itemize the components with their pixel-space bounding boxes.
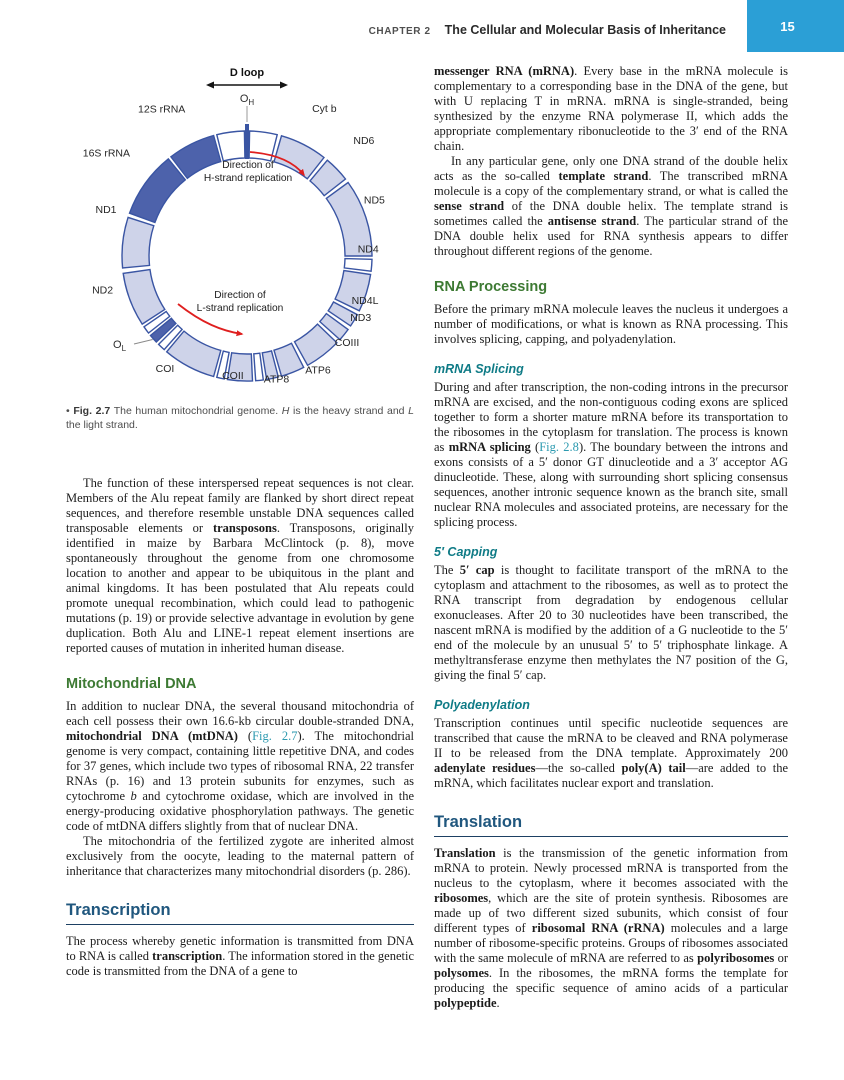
text-run: template strand: [558, 169, 649, 183]
gene-label-rrna12s: 12S rRNA: [138, 103, 186, 116]
d-loop-label: D loop: [229, 67, 265, 79]
paragraph-template-strand: In any particular gene, only one DNA strand of the double helix acts as the so-called template strand. The transcribed mRNA molecule is a copy of the complementary strand, or what is called the sense strand of the DNA double helix. The template strand is sometimes called the antisense strand. The particular strand of the DNA double helix used for RNA synthesis appears to differ throughout different regions of the genome.: [434, 154, 789, 258]
genome-segment-gap-trna1: [344, 259, 372, 272]
section-heading-rna-processing: RNA Processing: [434, 279, 548, 295]
mitochondrial-genome-diagram: [66, 64, 414, 396]
text-run: mitochondrial DNA (mtDNA): [66, 729, 238, 743]
text-run: polypeptide: [434, 996, 497, 1010]
text-run: transcription: [152, 949, 223, 963]
paragraph-mrna: messenger RNA (mRNA). Every base in the mRNA molecule is complementary to a corresponding base in the DNA of the gene, but with U replacing T in mRNA. mRNA is single-stranded, being synthesized by the enzyme RNA polymerase II, which adds the appropriate complementary ribonucleotide to the 3′ end of the RNA chain.: [434, 64, 788, 153]
running-head: [369, 21, 726, 39]
origin-l-label: $O_L$: [113, 339, 127, 353]
chapter-label: CHAPTER 2: [368, 26, 431, 37]
gene-label-nd4l: ND4L: [351, 295, 379, 308]
paragraph-5-capping: The 5′ cap is thought to facilitate transport of the mRNA to the cytoplasm and attachment to the ribosomes, as well as to protect the RNA transcript from degradation by endogenous cellular exonucleases. After 20 to 30 nucleotides have been transcribed, the nascent mRNA is modified by the addition of a G nucleotide to the 5′ end of the molecule by an unusual 5′ to 5′ triphosphate linkage. A methyltransferase enzyme then methylates the N7 position of the G, giving the final 5′ cap.: [434, 563, 789, 682]
paragraph-rna-processing: Before the primary mRNA molecule leaves the nucleus it undergoes a number of modifications, or what is known as RNA processing. This involves splicing, capping, and polyadenylation.: [434, 302, 788, 346]
chapter-title: The Cellular and Molecular Basis of Inheritance: [444, 23, 726, 37]
gene-label-coiii: COIII: [334, 336, 360, 349]
h-strand-direction-text-0: Direction of: [222, 160, 274, 171]
gene-label-nd2: ND2: [92, 284, 114, 297]
text-run: mRNA splicing: [448, 440, 531, 454]
paragraph-mrna-splicing: During and after transcription, the non-coding introns in the precursor mRNA are excised, and the non-contiguous coding exons are spliced together to form a shorter mature mRNA before its transportation to the ribosomes in the cytoplasm for translation. The process is known as mRNA splicing (Fig. 2.8). The boundary between the introns and exons consists of a 5′ donor GT dinucleotide and a 3′ acceptor AG dinucleotide. These, along with surrounding short splicing consensus sequences, another intronic sequence known as the branch site, small nuclear RNA molecules and associated proteins, are necessary for the splicing process.: [434, 380, 788, 529]
text-run: H: [281, 405, 290, 417]
text-run: 5′ cap: [459, 563, 495, 577]
figure-2-7: [66, 64, 414, 432]
section-heading-translation: Translation: [434, 813, 788, 837]
paragraph-translation: Translation is the transmission of the genetic information from mRNA to protein. Newly processed mRNA is transported from the nucleus to the cytoplasm, where it becomes associated with the ribosomes, which are the site of protein synthesis. Ribosomes are made up of two different sized subunits, which consist of four different types of ribosomal RNA (rRNA) molecules and a large number of ribosome-specific proteins. Groups of ribosomes associated with the same molecule of mRNA are referred to as polyribosomes or polysomes. In the ribosomes, the mRNA forms the template for producing the specific sequence of amino acids of a particular polypeptide.: [434, 846, 788, 1010]
left-column: [66, 64, 414, 979]
h-strand-direction-text-1: H-strand replication: [203, 173, 293, 184]
page-number-badge: 15: [747, 0, 844, 52]
text-run: adenylate residues: [434, 761, 536, 775]
origin-l-leader-line: [134, 339, 153, 344]
text-run: sense strand: [434, 199, 505, 213]
paragraph-mtdna-2: The mitochondria of the fertilized zygote are inherited almost exclusively from the oocyte, leading to the maternal pattern of inheritance that characterizes many mitochondrial disorders (p. 286).: [66, 834, 414, 878]
genome-segment-dloop-left: [217, 131, 245, 161]
gene-label-coii: COII: [222, 370, 244, 383]
paragraph-transposons: The function of these interspersed repeat sequences is not clear. Members of the Alu repeat family are flanked by short direct repeat sequences, and therefore resemble unstable DNA sequences called transposable elements or transposons. Transposons, originally identified in maize by Barbara McClintock (p. 8), move spontaneously throughout the genome from one chromosome location to another and appear to be ubiquitous in the plant and animal kingdoms. It has been postulated that Alu repeats could promote unequal recombination, which could lead to pathogenic mutations (p. 19) or provide selective advantage in evolution by gene duplication. Both Alu and LINE-1 repeat element insertions are reported causes of mutation in inherited human disease.: [66, 476, 414, 655]
subheading-mrna-splicing: mRNA Splicing: [434, 362, 524, 376]
figure-reference: Fig. 2.7: [252, 729, 298, 743]
gene-label-nd6: ND6: [353, 134, 375, 147]
text-run: Fig. 2.7: [73, 405, 111, 417]
text-run: polysomes: [434, 966, 489, 980]
text-run: ribosomal RNA (rRNA): [531, 921, 665, 935]
l-strand-direction-text-0: Direction of: [214, 290, 266, 301]
text-run: polyribosomes: [697, 951, 775, 965]
d-loop-arrowhead-right: [280, 82, 288, 89]
gene-label-coi: COI: [155, 362, 175, 375]
paragraph-transcription: The process whereby genetic information is transmitted from DNA to RNA is called transcription. The information stored in the genetic code is transmitted from the DNA of a gene to: [66, 934, 414, 978]
text-run: messenger RNA (mRNA): [434, 64, 575, 78]
right-column: [434, 64, 788, 1011]
subheading-5-capping: 5′ Capping: [434, 545, 498, 559]
text-run: ribosomes: [434, 891, 489, 905]
gene-label-rrna16s: 16S rRNA: [82, 147, 130, 160]
origin-h-label: $O_H$: [239, 93, 255, 107]
gene-label-nd1: ND1: [95, 204, 117, 217]
l-strand-direction-text-1: L-strand replication: [196, 303, 284, 314]
text-run: transposons: [212, 521, 277, 535]
text-run: poly(A) tail: [621, 761, 686, 775]
subheading-polyadenylation: Polyadenylation: [434, 698, 530, 712]
figure-caption: • Fig. 2.7 The human mitochondrial genome. H is the heavy strand and L the light strand.: [66, 405, 414, 431]
text-run: Translation: [434, 846, 496, 860]
section-heading-mitochondrial-dna: Mitochondrial DNA: [66, 676, 197, 692]
text-run: L: [408, 405, 414, 417]
genome-segment-rrna16s: [130, 159, 186, 223]
paragraph-mtdna-1: In addition to nuclear DNA, the several thousand mitochondria of each cell possess their own 16.6-kb circular double-stranded DNA, mitochondrial DNA (mtDNA) (Fig. 2.7). The mitochondrial genome is very compact, containing little repetitive DNA, and codes for 37 genes, which include two types of ribosomal RNA, 22 transfer RNAs (p. 16) and 13 protein subunits for enzymes, such as cytochrome b and cytochrome oxidase, which are involved in the energy-producing oxidative phosphorylation pathways. The genetic code of mtDNA differs slightly from that of nuclear DNA.: [66, 699, 414, 833]
genome-segment-nd1: [122, 217, 154, 268]
figure-reference: Fig. 2.8: [539, 440, 579, 454]
gene-label-atp8: ATP8: [263, 373, 290, 386]
text-run: antisense strand: [547, 214, 637, 228]
gene-label-nd5: ND5: [363, 194, 385, 207]
genome-segment-gap-trna2: [254, 353, 263, 381]
section-heading-transcription: Transcription: [66, 901, 414, 925]
paragraph-polyadenylation: Transcription continues until specific nucleotide sequences are transcribed that cause the mRNA to be cleaved and RNA polymerase II to be released from the DNA template. Approximately 200 adenylate residues—the so-called poly(A) tail—are added to the mRNA, which facilitates nuclear export and translation.: [434, 716, 788, 790]
d-loop-arrowhead-left: [206, 82, 214, 89]
gene-label-nd3: ND3: [350, 312, 372, 325]
gene-label-atp6: ATP6: [305, 364, 331, 377]
gene-label-cytb: Cyt b: [312, 102, 337, 115]
text-run: b: [130, 789, 137, 803]
gene-label-nd4: ND4: [357, 243, 379, 256]
